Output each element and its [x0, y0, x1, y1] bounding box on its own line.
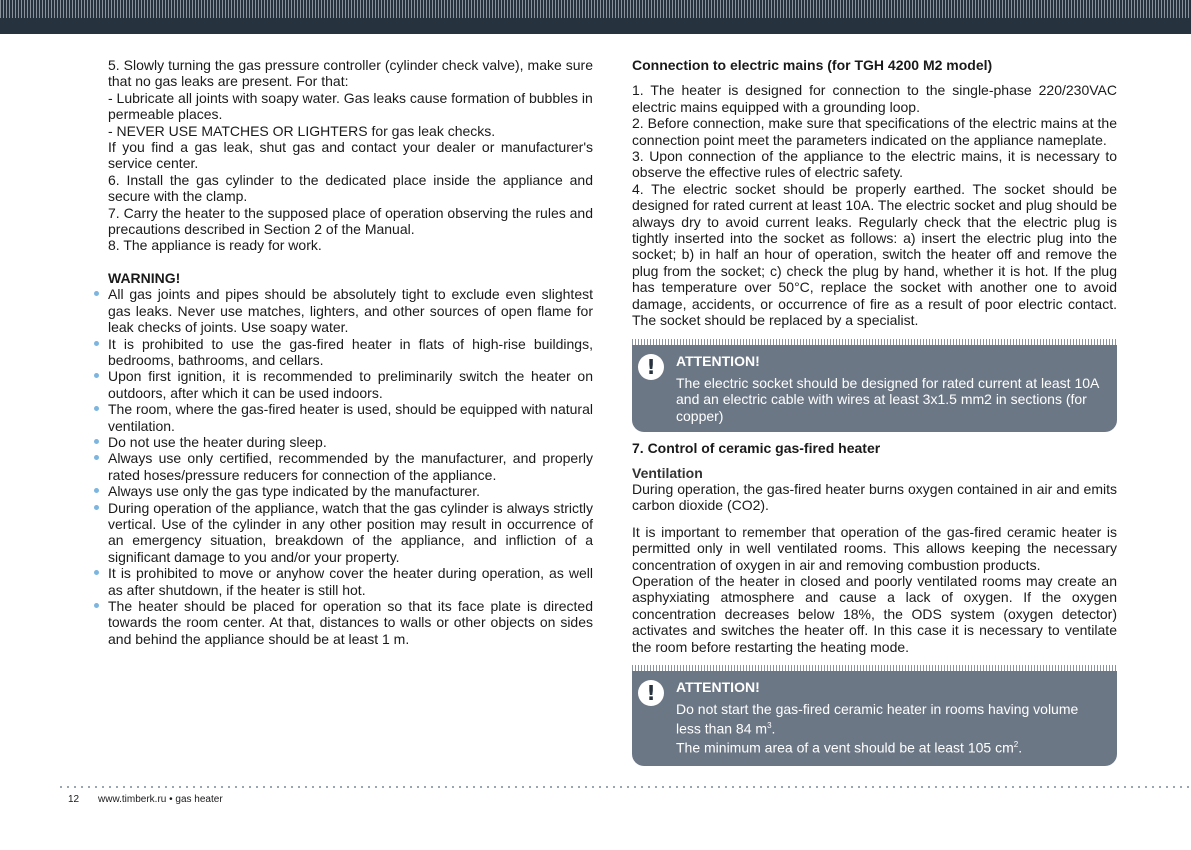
top-banner-stripes — [0, 0, 1191, 18]
warning-item: During operation of the appliance, watch that the gas cylinder is always strictly vertical. Use of the cylinder in any other position may result in occurrence of an emergency situation, breakdown of the appliance, and infliction of a significant damage to you and/or your property. — [108, 500, 593, 566]
mains-step-2: 2. Before connection, make sure that specifications of the electric mains at the connection point meet the parameters indicated on the appliance nameplate. — [632, 115, 1117, 148]
never-matches-paragraph: - NEVER USE MATCHES OR LIGHTERS for gas leak checks. — [108, 122, 496, 139]
attention-vent-area: The minimum area of a vent should be at least 105 $cm^2$. — [676, 739, 1023, 756]
section-7-title: 7. Control of ceramic gas-fired heater — [632, 440, 881, 457]
top-banner — [0, 0, 1191, 34]
page-footer — [68, 794, 223, 805]
attention-text: The electric socket should be designed for rated current at least 10A and an electric cable with wires at least 3x1.5 mm2 in sections (for copper) — [676, 374, 1099, 424]
bullet-icon — [94, 341, 99, 346]
step-6-paragraph: 6. Install the gas cylinder to the dedicated place inside the appliance and secure with the clamp. — [108, 171, 593, 205]
bullet-icon — [94, 505, 99, 510]
mains-step-3: 3. Upon connection of the appliance to the electric mains, it is necessary to observe the effective rules of electric safety. — [632, 148, 1117, 181]
bullet-icon — [94, 406, 99, 411]
ventilation-heading: Ventilation — [632, 464, 703, 481]
attention-box-room — [632, 665, 1117, 766]
bullet-icon — [94, 488, 99, 493]
attention-box-socket — [632, 339, 1117, 433]
attention-hatch — [632, 339, 1117, 345]
bullet-icon — [94, 373, 99, 378]
warning-item: Upon first ignition, it is recommended to preliminarily switch the heater on outdoors, after which it can be used indoors. — [108, 368, 593, 401]
step-8-paragraph: 8. The appliance is ready for work. — [108, 237, 322, 254]
step-7-paragraph: 7. Carry the heater to the supposed place of operation observing the rules and precautions described in Section 2 of the Manual. — [108, 204, 593, 238]
bullet-icon — [94, 439, 99, 444]
attention-room-volume: Do not start the gas-fired ceramic heater in rooms having volume less than 84 $m^3$. — [676, 701, 1079, 737]
ventilation-paragraph-3: Operation of the heater in closed and poorly ventilated rooms may create an asphyxiating atmosphere and cause a lack of oxygen. If the oxygen concentration decreases below 18%, the ODS system (oxygen detector) activates and switches the heater off. In this case it is necessary to ventilate the room before restarting the heating mode. — [632, 572, 1117, 655]
warning-title: WARNING! — [108, 269, 181, 286]
exclamation-icon: ! — [638, 354, 664, 380]
ventilation-paragraph-1: During operation, the gas-fired heater burns oxygen contained in air and emits carbon dioxide (CO2). — [632, 480, 1117, 514]
page-number: 12 — [68, 794, 80, 805]
right-column — [632, 57, 1117, 766]
attention-title: ATTENTION! — [676, 679, 760, 695]
bullet-icon — [94, 291, 99, 296]
warning-item: Always use only the gas type indicated by the manufacturer. — [108, 483, 593, 499]
warning-item: Always use only certified, recommended by the manufacturer, and properly rated hoses/pressure reducers for connection of the appliance. — [108, 450, 593, 483]
bullet-icon — [94, 603, 99, 608]
step-5-paragraph: 5. Slowly turning the gas pressure controller (cylinder check valve), make sure that no gas leaks are present. For that: — [108, 57, 593, 90]
attention-title: ATTENTION! — [676, 352, 760, 369]
mains-step-1: 1. The heater is designed for connection to the single-phase 220/230VAC electric mains equipped with a grounding loop. — [632, 82, 1117, 115]
warning-item: The heater should be placed for operation so that its face plate is directed towards the room center. At that, distances to walls or other objects on sides and behind the appliance should be at least 1 m. — [108, 598, 593, 647]
warning-item: It is prohibited to move or anyhow cover the heater during operation, as well as after shutdown, if the heater is still hot. — [108, 565, 593, 598]
warning-item: Do not use the heater during sleep. — [108, 434, 593, 450]
lubricate-paragraph: - Lubricate all joints with soapy water. Gas leaks cause formation of bubbles in permeable places. — [108, 89, 593, 123]
left-column — [108, 57, 593, 647]
warning-item: It is prohibited to use the gas-fired heater in flats of high-rise buildings, bedrooms, bathrooms, and cellars. — [108, 336, 593, 369]
ventilation-paragraph-2: It is important to remember that operation of the gas-fired ceramic heater is permitted only in well ventilated rooms. This allows keeping the necessary concentration of oxygen in air and removing combustion products. — [632, 523, 1117, 573]
exclamation-icon: ! — [638, 680, 664, 706]
mains-step-4: 4. The electric socket should be properly earthed. The socket should be designed for rated current at least 10A. The electric socket and plug should be always dry to avoid current leaks. Regularly check that the electric plug is tightly inserted into the socket as follows: a) insert the electric plug into the socket; b) in half an hour of operation, switch the heater off and remove the plug from the socket; c) check the plug by hand, whether it is hot. If the plug has temperature over 50°C, replace the socket with another one to avoid damage, accidents, or occurrence of fire as a result of poor electric contact. The socket should be replaced by a specialist. — [632, 180, 1117, 329]
footer-site-link[interactable]: www.timberk.ru • gas heater — [98, 794, 223, 805]
bullet-icon — [94, 455, 99, 460]
warning-list — [108, 286, 593, 647]
warning-item: All gas joints and pipes should be absolutely tight to exclude even slightest gas leaks. Never use matches, lighters, and other sources of open flame for leak checks of joints. Use soapy water. — [108, 286, 593, 335]
footer-divider — [60, 786, 1191, 788]
warning-item: The room, where the gas-fired heater is used, should be equipped with natural ventilation. — [108, 401, 593, 434]
gas-leak-paragraph: If you find a gas leak, shut gas and contact your dealer or manufacturer's service center. — [108, 139, 593, 172]
bullet-icon — [94, 570, 99, 575]
mains-heading: Connection to electric mains (for TGH 4200 M2 model) — [632, 57, 993, 73]
